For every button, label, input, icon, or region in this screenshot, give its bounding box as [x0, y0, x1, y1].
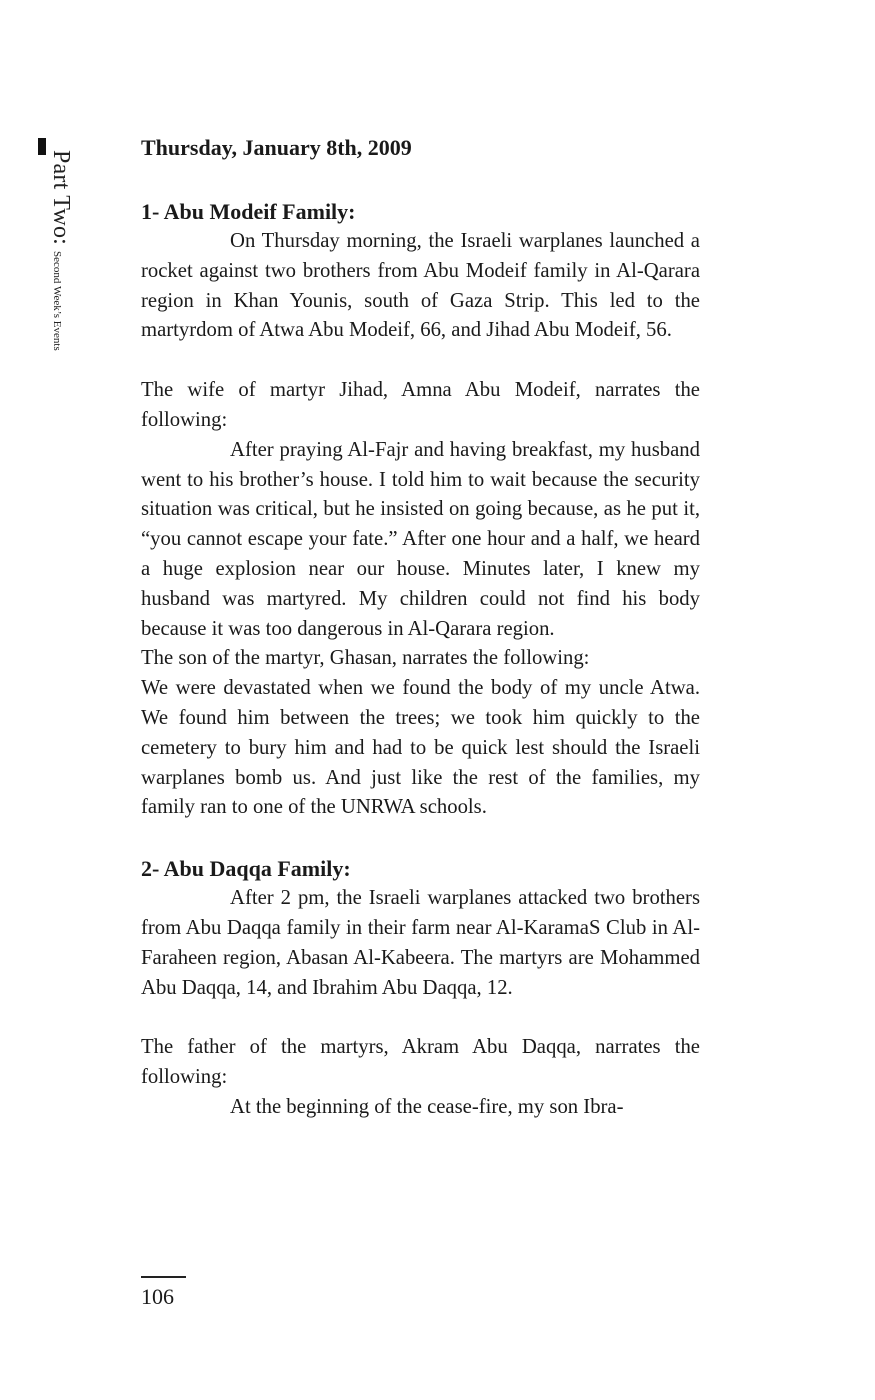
section-heading-abu-daqqa: 2- Abu Daqqa Family: — [141, 856, 351, 882]
paragraph-father-narration: At the beginning of the cease-fire, my son Ibra- — [230, 1095, 624, 1118]
paragraph-father-narrator: The father of the martyrs, Akram Abu Daqqa, narrates the following: — [141, 1036, 700, 1089]
paragraph-gap — [141, 1003, 700, 1033]
section-marker-bar — [38, 138, 46, 155]
part-subtitle: Second Week’s Events — [51, 251, 63, 351]
paragraph-son-narrator: The son of the martyr, Ghasan, narrates the following: — [141, 647, 590, 670]
paragraph-gap — [141, 346, 700, 376]
paragraph-wife-narration: After praying Al-Fajr and having breakfast, my husband went to his brother’s house. I told him to wait because the security situation was critical, but he insisted on going because, as he put it, “you cannot escape your fate.” After one hour and a half, we heard a huge explosion near our house. Minutes later, I knew my husband was martyred. My children could not find his body because it was too dangerous in Al-Qarara region. — [141, 438, 700, 640]
paragraph-abu-modeif-intro: On Thursday morning, the Israeli warplanes launched a rocket against two brothers from Abu Modeif family in Al-Qarara region in Khan Younis, south of Gaza Strip. This led to the martyrdom of Atwa Abu Modeif, 66, and Jihad Abu Modeif, 56. — [141, 230, 700, 342]
section-gap — [141, 823, 700, 854]
paragraph-wife-narrator: The wife of martyr Jihad, Amna Abu Modeif, narrates the following: — [141, 379, 700, 431]
running-section-tab — [47, 150, 74, 351]
page-number: 106 — [141, 1284, 174, 1309]
footer-rule — [141, 1276, 186, 1278]
paragraph-son-narration: We were devastated when we found the body of my uncle Atwa. We found him between the trees; we took him quickly to the cemetery to bury him and had to be quick lest should the Israeli warplanes bomb us. And just like the rest of the families, my family ran to one of the UNRWA schools. — [141, 677, 700, 819]
paragraph-abu-daqqa-intro: After 2 pm, the Israeli warplanes attacked two brothers from Abu Daqqa family in their farm near Al-KaramaS Club in Al-Faraheen region, Abasan Al-Kabeera. The martyrs are Mohammed Abu Daqqa, 14, and Ibrahim Abu Daqqa, 12. — [141, 887, 700, 999]
part-label: Part Two: — [48, 150, 74, 246]
date-heading: Thursday, January 8th, 2009 — [141, 135, 412, 160]
section-heading-abu-modeif: 1- Abu Modeif Family: — [141, 199, 356, 224]
page-body — [141, 132, 700, 1123]
